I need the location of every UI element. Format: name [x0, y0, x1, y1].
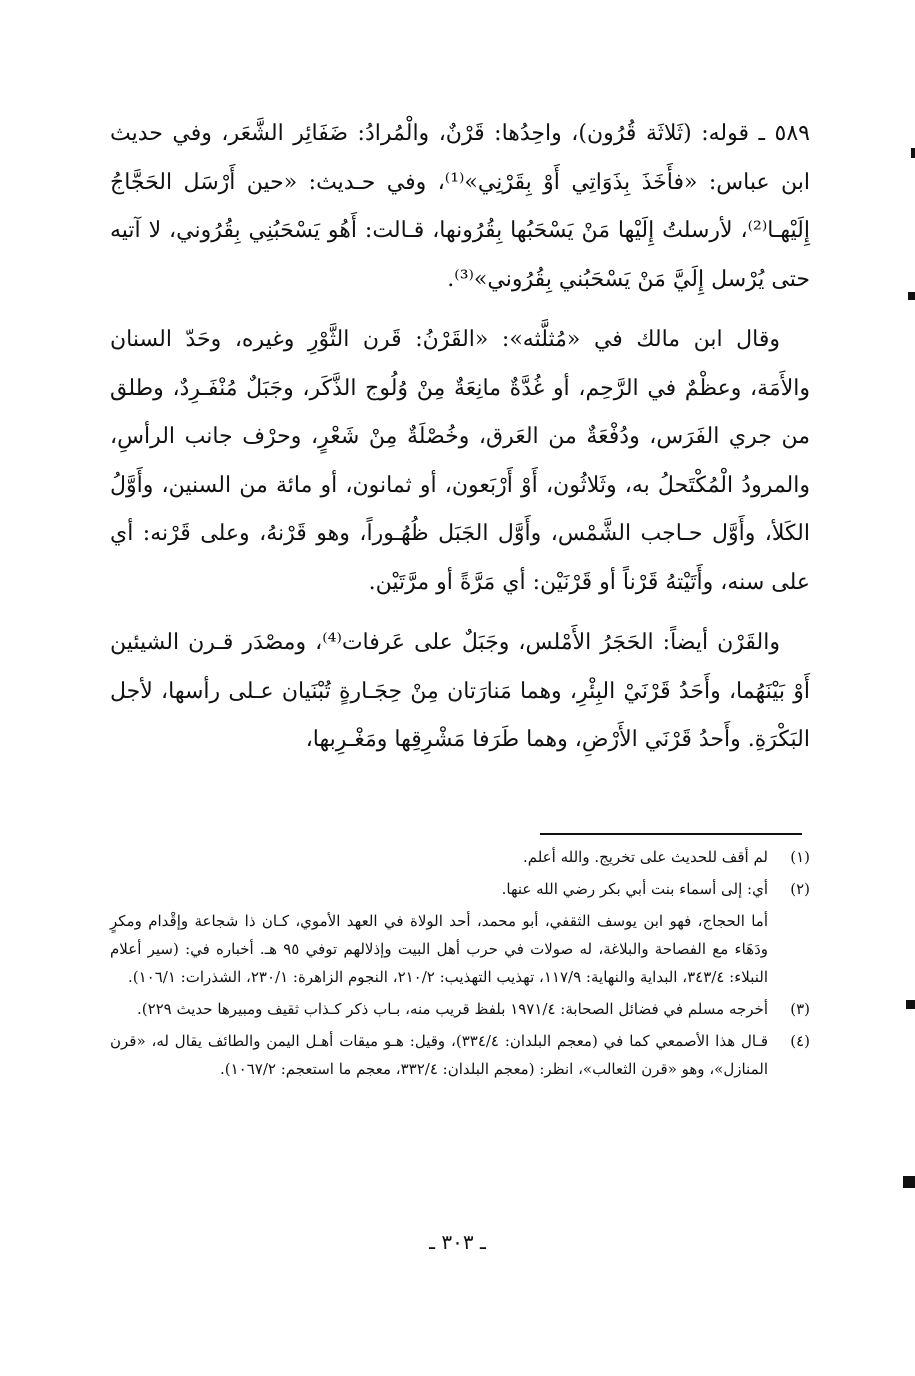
footnote-1	[110, 843, 810, 871]
footnote-number: (٣)	[790, 1000, 810, 1018]
footnote-2	[110, 875, 810, 903]
footnote-number: (٤)	[790, 1032, 810, 1050]
footnote-separator	[540, 833, 802, 835]
footnote-number: (٢)	[790, 880, 810, 898]
footnote-text: لم أقف للحديث على تخريج. والله أعلم.	[522, 848, 768, 866]
footnote-number: (١)	[790, 848, 810, 866]
footnote-4	[110, 1027, 810, 1083]
footnote-text: أي: إلى أسماء بنت أبي بكر رضي الله عنها.	[501, 880, 768, 898]
footnote-text: أما الحجاج، فهو ابن يوسف الثقفي، أبو محمد، أحد الولاة في العهد الأموي، كـان ذا شجاعة وإقْدام ومكرٍ ودَهَاء مع الفصاحة والبلاغة، له صولات في حرب أهل البيت وإذلالهم توفي ٩٥ هـ. أخباره في: (سير أعلام النبلاء: ٣٤٣/٤، البداية والنهاية: ١١٧/٩، تهذيب التهذيب: ٢١٠/٢، النجوم الزاهرة: ٢٣٠/١، الشذرات: ١٠٦/١).	[110, 912, 768, 986]
footnote-text: أخرجه مسلم في فضائل الصحابة: ١٩٧١/٤ بلفظ قريب منه، بـاب ذكر كـذاب ثقيف ومبيرها حديث ٢٢٩).	[136, 1000, 768, 1018]
paragraph-3: والقَرْن أيضاً: الحَجَرُ الأَمْلس، وجَبَلٌ على عَرفات⁽⁴⁾، ومصْدَر قـرن الشيئين أَوْ بَيْنَهُما، وأَحَدُ قَرْنَيْ البِئْرِ، وهما مَنارَتان مِنْ حِجَـارةٍ تُبْنَيان عـلى رأسها، لأجل البَكْرَةِ. وأَحدُ قَرْنَي الأَرْضِ، وهما طَرَفا مَشْرِقِها ومَغْـرِبها،	[110, 630, 810, 752]
footnote-2-continuation	[110, 907, 810, 991]
main-text	[110, 110, 810, 765]
footnotes	[110, 843, 810, 1087]
footnote-3	[110, 995, 810, 1023]
margin-mark	[903, 1176, 915, 1188]
margin-mark	[911, 148, 915, 158]
margin-mark	[906, 1000, 915, 1009]
page-number: ـ ٣٠٣ ـ	[429, 1230, 486, 1254]
margin-mark	[908, 292, 915, 300]
footnote-text: قـال هذا الأصمعي كما في (معجم البلدان: ٣٣٤/٤)، وقيل: هـو ميقات أهـل اليمن والطائف يقال له، «قرن المنازل»، وهو «قرن الثعالب»، انظر: (معجم البلدان: ٣٣٢/٤، معجم ما استعجم: ١٠٦٧/٢).	[110, 1032, 768, 1078]
paragraph-2: وقال ابن مالك في «مُثلَّثه»: «القَرْنُ: قَرن الثَّوْرِ وغيره، وحَدّ السنان والأَمَة، وعظْمٌ في الرَّحِم، أو غُدَّةٌ مانِعَةٌ مِنْ وُلُوج الذَّكَر، وجَبَلٌ مُنْفَـرِدٌ، وطلق من جري الفَرَس، ودُفْعَةٌ من العَرق، وخُصْلَةٌ مِنْ شَعْرٍ، وحرْف جانب الرأسِ، والمرودُ الْمُكْتَحلُ به، وثَلاثُون، أَوْ أَرْبَعون، أو ثمانون، أو مائة من السنين، وأَوَّلُ الكَلأ، وأَوَّل حـاجب الشَّمْس، وأَوَّل الجَبَل ظُهُـوراً، وهو قَرْنهُ، وعلى قَرْنه: أي على سنه، وأَتَيْتهُ قَرْناً أو قَرْنَيْن: أي مَرَّةً أو مرَّتَيْن.	[110, 327, 810, 595]
paragraph-1: ٥٨٩ ـ قوله: (ثَلاثَة قُرُون)، واحِدُها: قَرْنٌ، والْمُرادُ: ضَفَائِر الشَّعَر، وفي حديث ابن عباس: «فأَخَذَ بِذَوَاتِي أَوْ بِقَرْنِي»⁽¹⁾، وفي حـديث: «حين أَرْسَل الحَجَّاجُ إِلَيْهـا⁽²⁾، لأرسلتُ إِلَيْها مَنْ يَسْحَبُها بِقُرُونها، قـالت: أَهُو يَسْحَبُنِي بِقُرُوني، لا آتيه حتى يُرْسل إِلَيَّ مَنْ يَسْحَبُني بِقُرُوني»⁽³⁾.	[110, 121, 810, 292]
